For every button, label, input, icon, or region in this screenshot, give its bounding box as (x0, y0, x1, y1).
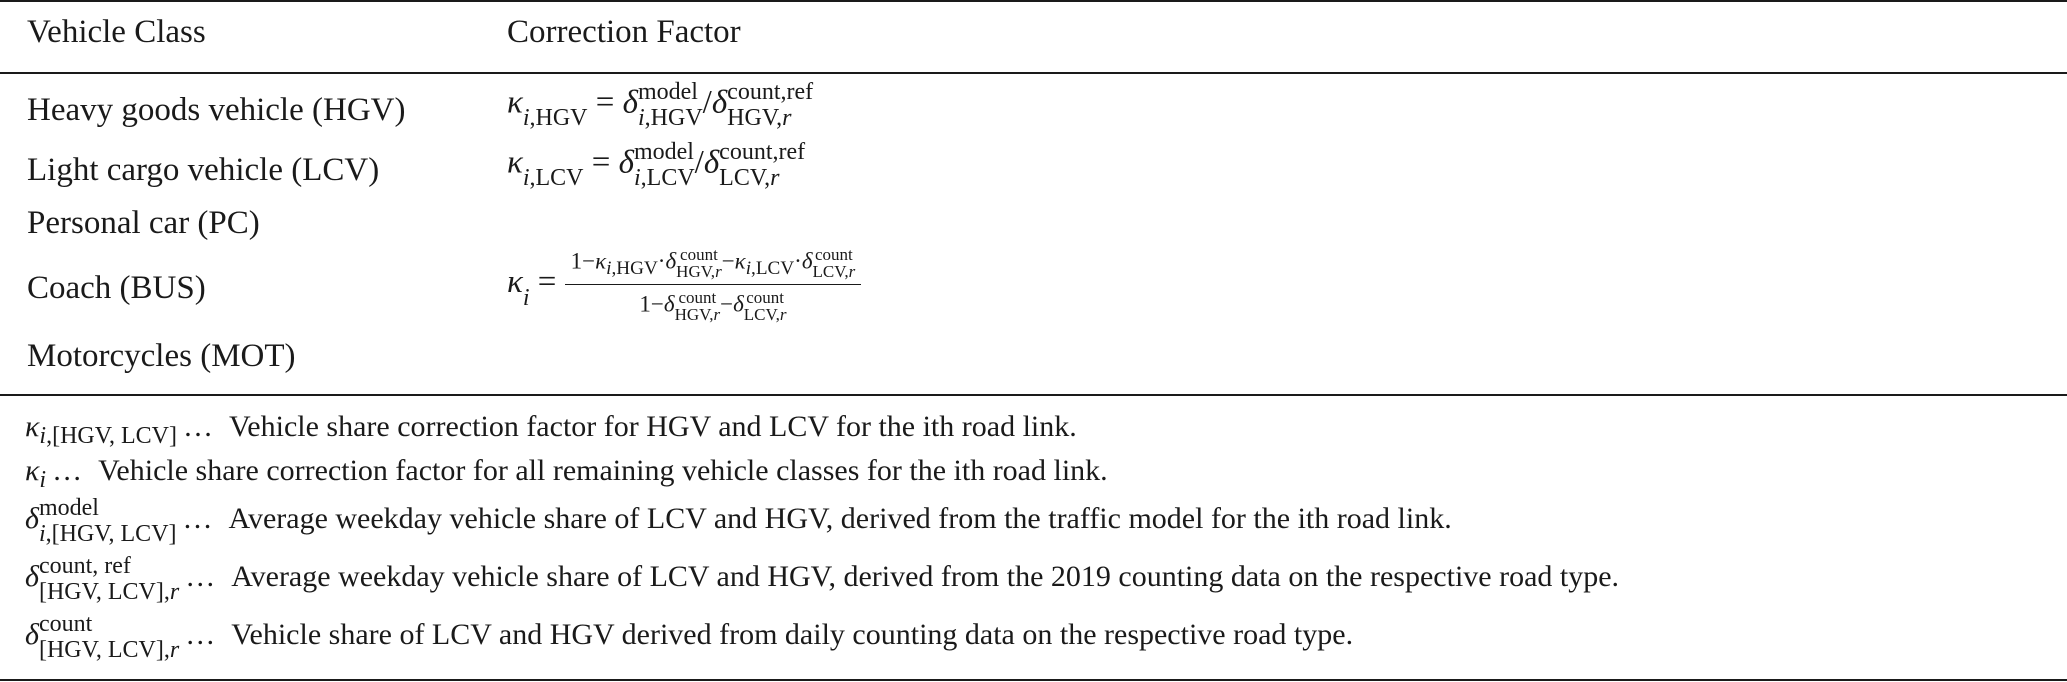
note-delta-model: δ model i,[HGV, LCV] … Average weekday vehicle share of LCV and HGV, derived from the traffic model for the ith road link. (25, 495, 1452, 547)
row-mot-class: Motorcycles (MOT) (27, 338, 296, 374)
formula-hgv: κ i,HGV = δ model i,HGV /δ count,ref HGV,r (507, 79, 814, 131)
note-kappa-i: $\kappa_i$ … Vehicle share correction factor for all remaining vehicle classes for the ith road link. (25, 454, 1108, 493)
note-kappa-hgv-lcv: $\kappa_{i,[HGV, LCV]}$ … Vehicle share correction factor for HGV and LCV for the ith road link. (25, 410, 1077, 449)
bottom-rule (0, 679, 2067, 681)
formula-remaining: κ i = $1-\kappa_{i,HGV}\cdot\delta$ count HGV,r $-\kappa_{i,LCV}\cdot\delta$ count LCV,r 1−δ count HGV,r −δ count LCV,r (507, 246, 861, 323)
header-correction-factor: Correction Factor (507, 14, 741, 50)
row-hgv-class: Heavy goods vehicle (HGV) (27, 92, 406, 128)
row-lcv-class: Light cargo vehicle (LCV) (27, 152, 380, 188)
note-delta-count-ref: δ count, ref [HGV, LCV],r … Average weekday vehicle share of LCV and HGV, derived from the 2019 counting data on the respective road type. (25, 553, 1620, 605)
header-rule (0, 72, 2067, 74)
notes-rule (0, 394, 2067, 396)
row-pc-class: Personal car (PC) (27, 205, 260, 241)
header-vehicle-class: Vehicle Class (27, 14, 206, 50)
top-rule (0, 0, 2067, 2)
row-bus-class: Coach (BUS) (27, 270, 206, 306)
formula-lcv: κ i,LCV = δ model i,LCV /δ count,ref LCV,r (507, 139, 806, 191)
fraction: $1-\kappa_{i,HGV}\cdot\delta$ count HGV,r $-\kappa_{i,LCV}\cdot\delta$ count LCV,r 1−δ count HGV,r −δ count LCV,r (565, 246, 862, 323)
note-delta-count: δ count [HGV, LCV],r … Vehicle share of LCV and HGV derived from daily counting data on the respective road type. (25, 611, 1354, 663)
